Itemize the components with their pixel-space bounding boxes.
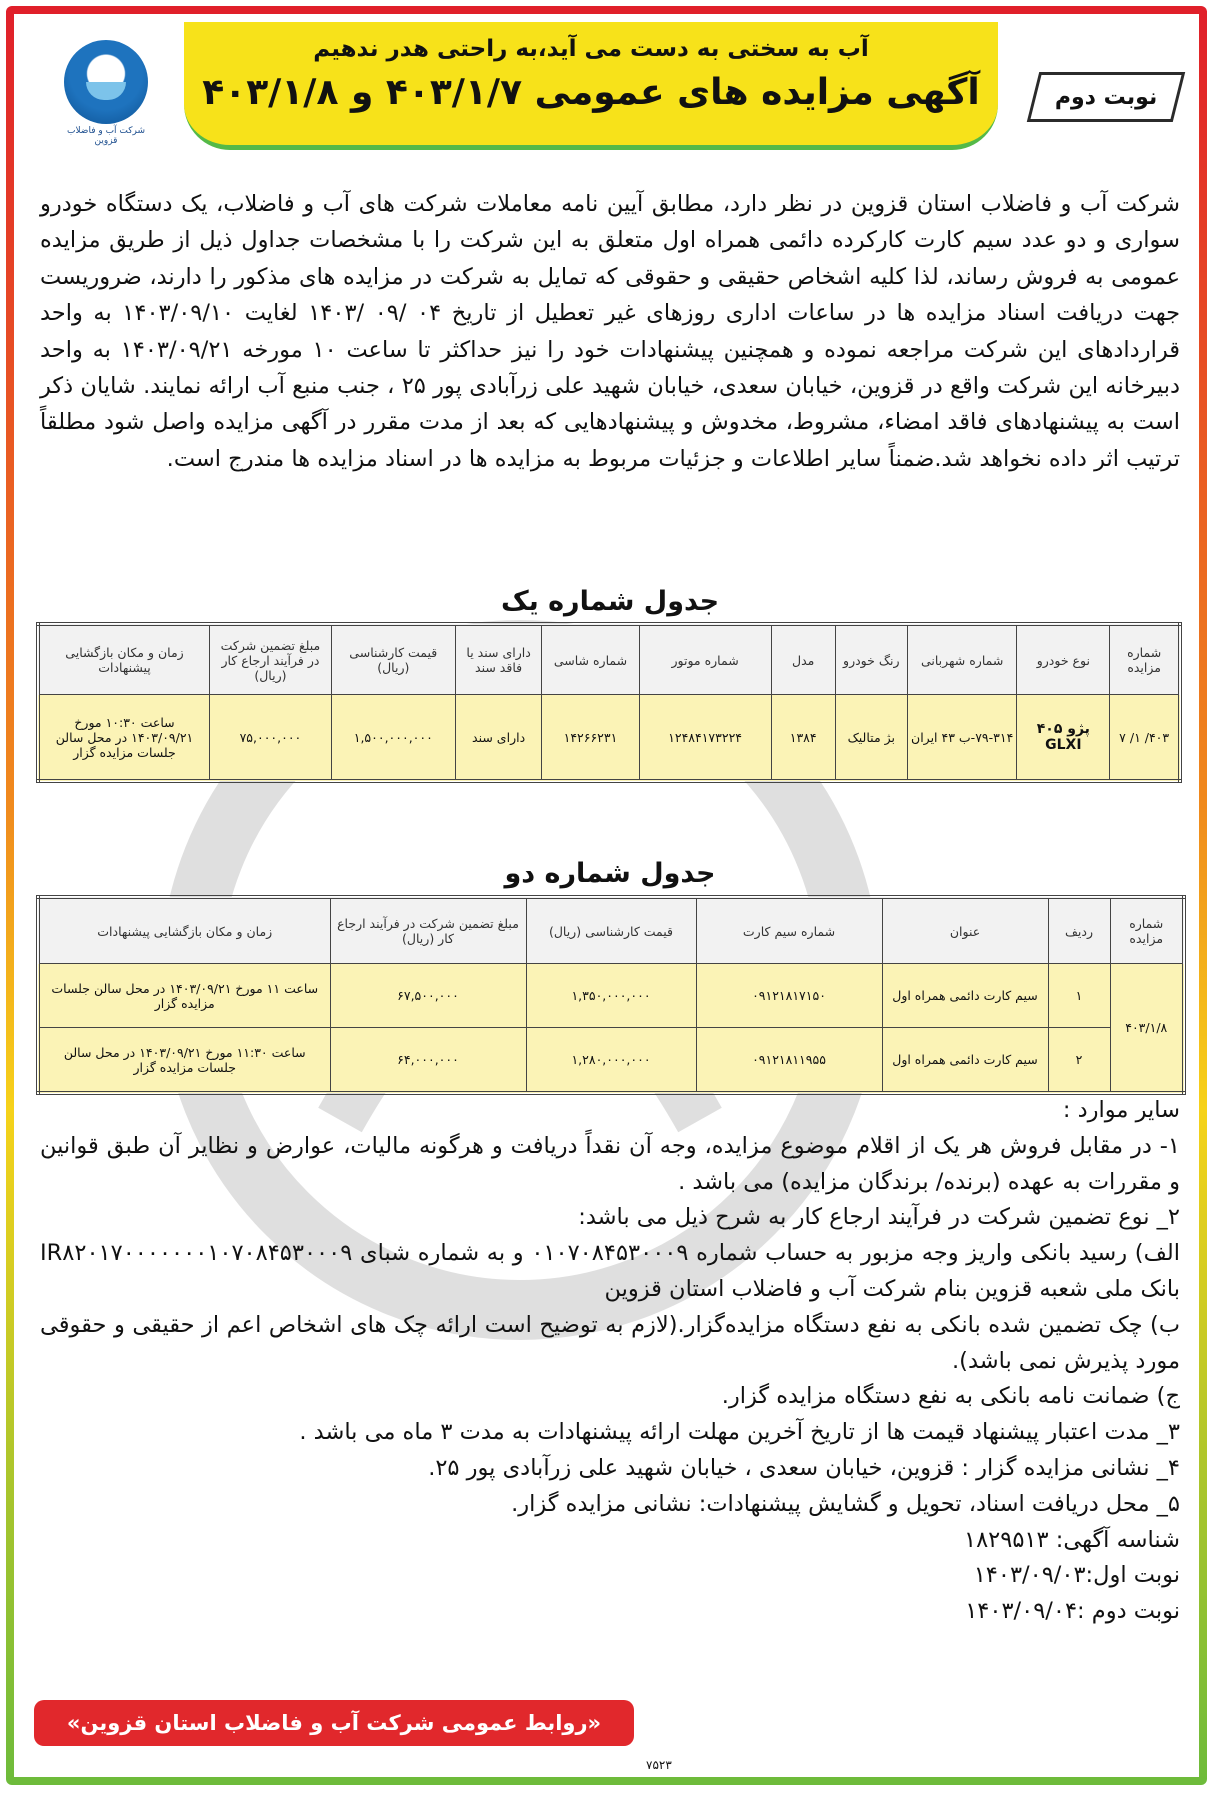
header-banner xyxy=(184,22,998,150)
table-row xyxy=(38,1028,1184,1094)
table-cell: ۷۵,۰۰۰,۰۰۰ xyxy=(210,695,332,782)
table-header: مبلغ تضمین شرکت در فرآیند ارجاع کار (ریال) xyxy=(330,897,526,964)
second-turn-date: نوبت دوم :۱۴۰۳/۰۹/۰۴ xyxy=(965,1598,1180,1625)
table-header: زمان و مکان بازگشایی پیشنهادات xyxy=(38,624,210,695)
table-cell: پژو ۴۰۵ GLXI xyxy=(1017,695,1110,782)
first-turn-date: نوبت اول:۱۴۰۳/۰۹/۰۳ xyxy=(973,1562,1180,1589)
table-header: شماره مزایده xyxy=(1110,897,1184,964)
logo-caption: شرکت آب و فاضلاب قزوین xyxy=(66,126,146,146)
note-2: ۲_ نوع تضمین شرکت در فرآیند ارجاع کار به شرح ذیل می باشد: xyxy=(578,1204,1180,1231)
ad-code: ۷۵۲۳ xyxy=(646,1758,672,1772)
table-cell: ۶۴,۰۰۰,۰۰۰ xyxy=(330,1028,526,1094)
table-cell: ساعت ۱۱ مورخ ۱۴۰۳/۰۹/۲۱ در محل سالن جلسات مزایده گزار xyxy=(38,964,330,1028)
water-drop-icon xyxy=(64,40,148,124)
table-cell: ساعت ۱۰:۳۰ مورخ ۱۴۰۳/۰۹/۲۱ در محل سالن جلسات مزایده گزار xyxy=(38,695,210,782)
intro-text: شرکت آب و فاضلاب استان قزوین در نظر دارد، مطابق آیین نامه معاملات شرکت های آب و فاضلاب، یک دستگاه خودرو سواری و دو عدد سیم کارت کارکرده دائمی همراه اول متعلق به این شرکت را با مشخصات جداول ذیل از طریق مزایده عمومی به فروش رساند، لذا کلیه اشخاص حقیقی و حقوقی که تمایل به شرکت در مزایده های مذکور را دارند، ضروریست جهت دریافت اسناد مزایده ها در ساعات اداری روزهای غیر تعطیل از تاریخ ۰۴ /۰۹ /۱۴۰۳ لغایت ۱۴۰۳/۰۹/۱۰ به واحد قراردادهای این شرکت مراجعه نموده و همچنین پیشنهادات خود را نیز حداکثر تا ساعت ۱۰ مورخه ۱۴۰۳/۰۹/۲۱ به واحد دبیرخانه این شرکت واقع در قزوین، خیابان سعدی، خیابان شهید علی زرآبادی پور ۲۵ ، جنب منبع آب ارائه نمایند. شایان ذکر است به پیشنهادهای فاقد امضاء، مشروط، مخدوش و پیشنهادهایی که بعد از مدت مقرر در آگهی مزایده واصل شود مطلقاً ترتیب اثر داده نخواهد شد.ضمناً سایر اطلاعات و جزئیات مربوط به مزایده ها در اسناد مزایده ها مندرج است. xyxy=(40,191,1181,472)
table-header: شماره شهربانی xyxy=(907,624,1016,695)
table-header: نوع خودرو xyxy=(1017,624,1110,695)
table-header: ردیف xyxy=(1048,897,1110,964)
note-5: ۵_ محل دریافت اسناد، تحویل و گشایش پیشنهادات: نشانی مزایده گزار. xyxy=(511,1490,1180,1517)
ad-id: شناسه آگهی: ۱۸۲۹۵۱۳ xyxy=(964,1526,1180,1553)
table2-title: جدول شماره دو xyxy=(504,858,716,889)
table-header: مدل xyxy=(771,624,835,695)
table-header: شماره مزایده xyxy=(1110,624,1180,695)
table-cell: سیم کارت دائمی همراه اول xyxy=(882,964,1048,1028)
table-cell: ۱۲۴۸۴۱۷۳۲۲۴ xyxy=(639,695,771,782)
table-cell-auction-no: ۴۰۳/۱/۸ xyxy=(1110,964,1184,1094)
table-cell: ۱۳۸۴ xyxy=(771,695,835,782)
other-terms xyxy=(40,1093,1180,1630)
note-2a: الف) رسید بانکی واریز وجه مزبور به حساب شماره ۰۱۰۷۰۸۴۵۳۰۰۰۹ و به شماره شبای IR۸۲۰۱۷۰۰۰۰۰۰۰۱۰۷۰۸۴۵۳۰۰۰۹ بانک ملی شعبه قزوین بنام شرکت آب و فاضلاب استان قزوین xyxy=(40,1240,1180,1302)
footer-public-relations xyxy=(34,1700,634,1746)
table-header: شماره سیم کارت xyxy=(696,897,882,964)
table1-title: جدول شماره یک xyxy=(500,586,720,617)
table-header: رنگ خودرو xyxy=(835,624,907,695)
table-cell: ۱ xyxy=(1048,964,1110,1028)
table-cell: ۱۴۲۶۶۲۳۱ xyxy=(542,695,639,782)
table-cell: ۱,۵۰۰,۰۰۰,۰۰۰ xyxy=(331,695,455,782)
table-header: شماره موتور xyxy=(639,624,771,695)
table-cell: ۰۹۱۲۱۸۱۱۹۵۵ xyxy=(696,1028,882,1094)
table-cell: ۷۹-۳۱۴-ب ۴۳ ایران xyxy=(907,695,1016,782)
table-cell: سیم کارت دائمی همراه اول xyxy=(882,1028,1048,1094)
table-header: قیمت کارشناسی (ریال) xyxy=(331,624,455,695)
table-cell: ساعت ۱۱:۳۰ مورخ ۱۴۰۳/۰۹/۲۱ در محل سالن جلسات مزایده گزار xyxy=(38,1028,330,1094)
table-header-row xyxy=(38,624,1180,695)
turn-badge xyxy=(1027,72,1185,122)
table-header: عنوان xyxy=(882,897,1048,964)
company-logo xyxy=(58,40,154,150)
table-row xyxy=(38,964,1184,1028)
note-1: ۱- در مقابل فروش هر یک از اقلام موضوع مزایده، وجه آن نقداً دریافت و هرگونه مالیات، عوارض و نظایر آن طبق قوانین و مقررات به عهده (برنده/ برندگان مزایده) می باشد . xyxy=(40,1132,1180,1195)
note-4: ۴_ نشانی مزایده گزار : قزوین، خیابان سعدی ، خیابان شهید علی زرآبادی پور ۲۵. xyxy=(428,1454,1180,1481)
notes-heading: سایر موارد : xyxy=(1062,1097,1180,1123)
intro-paragraph xyxy=(40,186,1180,477)
table-cell: ۴۰۳/ ۱/ ۷ xyxy=(1110,695,1180,782)
table-cell: ۰۹۱۲۱۸۱۷۱۵۰ xyxy=(696,964,882,1028)
table-cell: ۶۷,۵۰۰,۰۰۰ xyxy=(330,964,526,1028)
table-cell: ۲ xyxy=(1048,1028,1110,1094)
simcard-table xyxy=(36,895,1186,1095)
footer-label: «روابط عمومی شرکت آب و فاضلاب استان قزوین» xyxy=(66,1711,602,1735)
table-header: دارای سند یا فاقد سند xyxy=(455,624,542,695)
table-header: مبلغ تضمین شرکت در فرآیند ارجاع کار (ریال) xyxy=(210,624,332,695)
turn-label: نوبت دوم xyxy=(1054,84,1158,110)
note-2b: ب) چک تضمین شده بانکی به نفع دستگاه مزایده‌گزار.(لازم به توضیح است ارائه چک های اشخاص اعم از حقیقی و حقوقی مورد پذیرش نمی باشد). xyxy=(40,1311,1180,1374)
table-cell: دارای سند xyxy=(455,695,542,782)
table-header-row xyxy=(38,897,1184,964)
table-header: شماره شاسی xyxy=(542,624,639,695)
table-cell: بژ متالیک xyxy=(835,695,907,782)
slogan: آب به سختی به دست می آید،به راحتی هدر ندهیم xyxy=(313,36,869,62)
page-title: آگهی مزایده های عمومی ۴۰۳/۱/۷ و ۴۰۳/۱/۸ xyxy=(202,72,980,113)
table-header: زمان و مکان بازگشایی پیشنهادات xyxy=(38,897,330,964)
table-header: قیمت کارشناسی (ریال) xyxy=(526,897,696,964)
vehicle-table xyxy=(36,622,1182,783)
note-2c: ج) ضمانت نامه بانکی به نفع دستگاه مزایده گزار. xyxy=(721,1383,1180,1410)
table-cell: ۱,۳۵۰,۰۰۰,۰۰۰ xyxy=(526,964,696,1028)
table-cell: ۱,۲۸۰,۰۰۰,۰۰۰ xyxy=(526,1028,696,1094)
note-3: ۳_ مدت اعتبار پیشنهاد قیمت ها از تاریخ آخرین مهلت ارائه پیشنهادات به مدت ۳ ماه می باشد . xyxy=(299,1419,1180,1446)
table-row xyxy=(38,695,1180,782)
